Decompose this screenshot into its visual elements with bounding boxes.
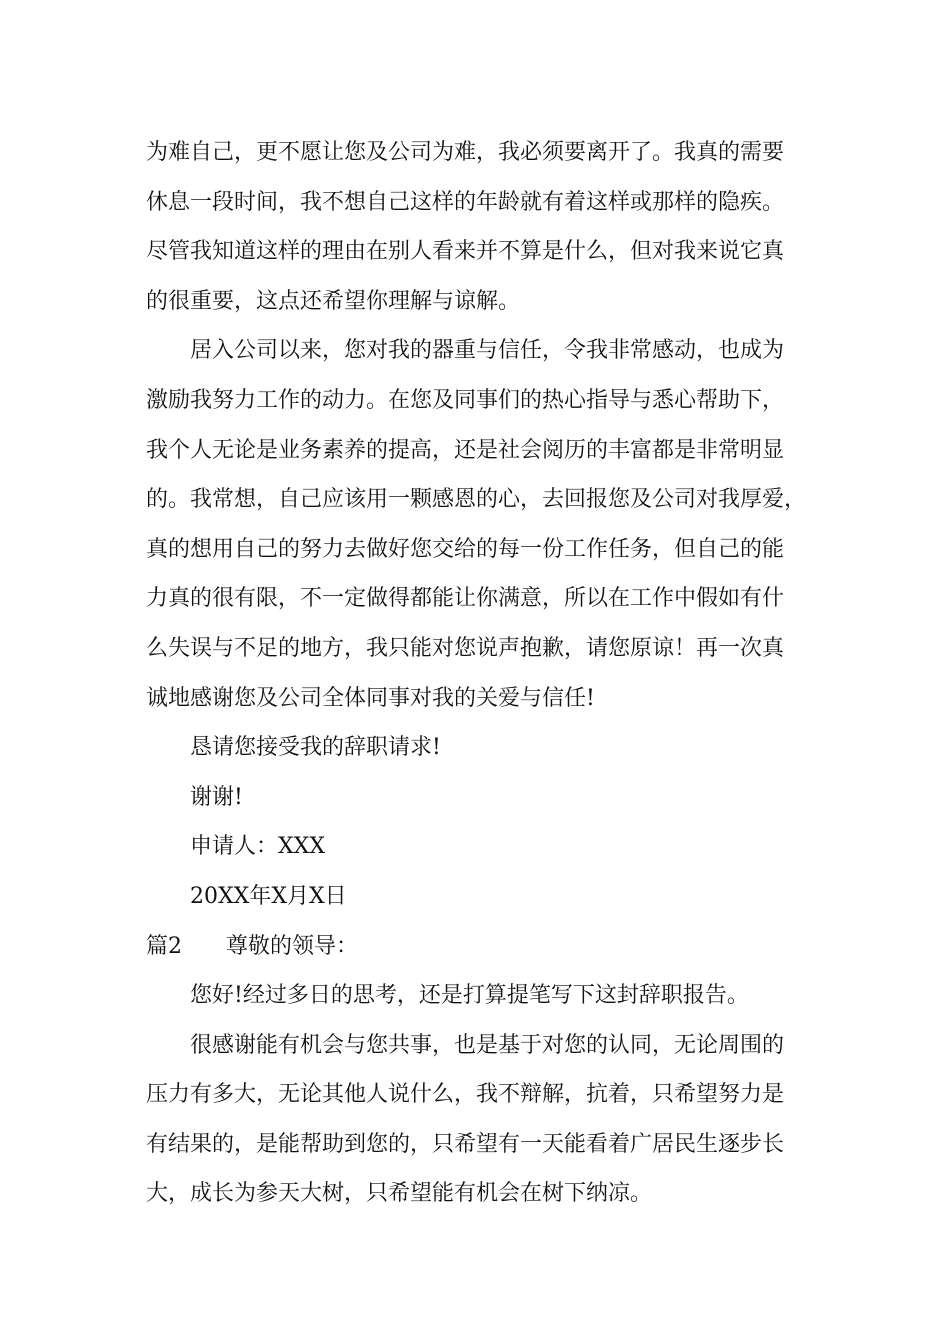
paragraph-line: 诚地感谢您及公司全体同事对我的关爱与信任! — [146, 685, 595, 711]
paragraph-line: 激励我努力工作的动力。在您及同事们的热心指导与悉心帮助下， — [146, 387, 785, 413]
paragraph-line: 居入公司以来，您对我的器重与信任，令我非常感动，也成为 — [190, 338, 785, 364]
greeting-line: 您好!经过多日的思考，还是打算提笔写下这封辞职报告。 — [190, 983, 749, 1009]
closing-request: 恳请您接受我的辞职请求! — [190, 735, 441, 761]
paragraph-line: 尽管我知道这样的理由在别人看来并不算是什么，但对我来说它真 — [146, 239, 785, 265]
salutation: 尊敬的领导： — [226, 933, 359, 959]
paragraph-line: 压力有多大，无论其他人说什么，我不辩解，抗着，只希望努力是 — [146, 1082, 785, 1108]
paragraph-line: 的。我常想，自己应该用一颗感恩的心，去回报您及公司对我厚爱， — [146, 487, 807, 513]
paragraph-line: 有结果的，是能帮助到您的，只希望有一天能看着广居民生逐步长 — [146, 1131, 785, 1157]
section-heading-line — [146, 922, 826, 972]
paragraph-line: 么失误与不足的地方，我只能对您说声抱歉，请您原谅！再一次真 — [146, 635, 785, 661]
paragraph-line: 为难自己，更不愿让您及公司为难，我必须要离开了。我真的需要 — [146, 140, 785, 165]
paragraph-line: 休息一段时间，我不想自己这样的年龄就有着这样或那样的隐疾。 — [146, 189, 785, 215]
applicant-name: 申请人：XXX — [190, 834, 325, 860]
paragraph-line: 真的想用自己的努力去做好您交给的每一份工作任务，但自己的能 — [146, 536, 785, 562]
document-body — [146, 128, 826, 1219]
closing-thanks: 谢谢! — [190, 784, 243, 810]
paragraph-line: 力真的很有限，不一定做得都能让你满意，所以在工作中假如有什 — [146, 586, 785, 612]
paragraph-line: 很感谢能有机会与您共事，也是基于对您的认同，无论周围的 — [190, 1032, 785, 1058]
paragraph-line: 大，成长为参天大树，只希望能有机会在树下纳凉。 — [146, 1181, 653, 1207]
paragraph-line: 我个人无论是业务素养的提高，还是社会阅历的丰富都是非常明显 — [146, 437, 785, 463]
document-date: 20XX年X月X日 — [190, 883, 347, 909]
section-number: 篇2 — [146, 933, 182, 959]
paragraph-line: 的很重要，这点还希望你理解与谅解。 — [146, 288, 521, 314]
